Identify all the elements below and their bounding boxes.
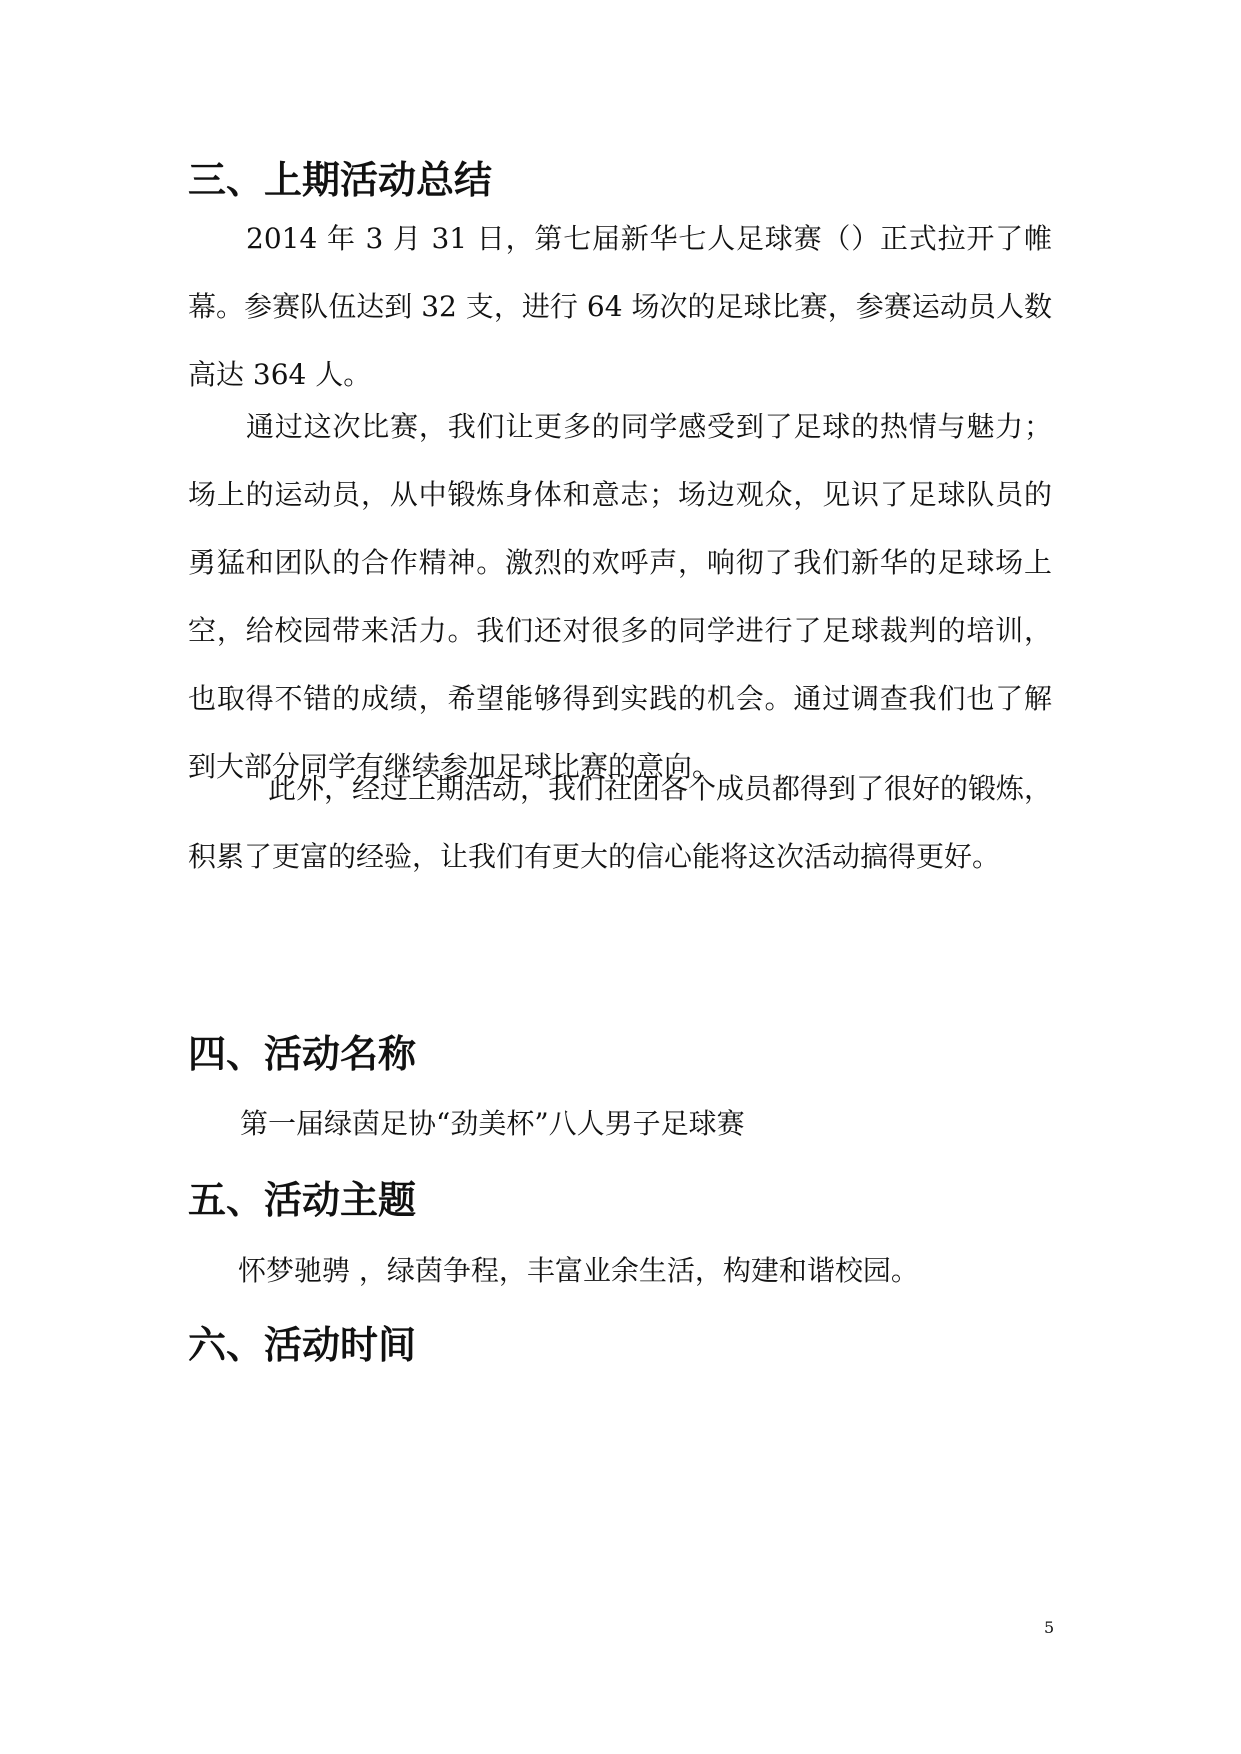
activity-theme-text: 怀梦驰骋 ，绿茵争程，丰富业余生活，构建和谐校园。 xyxy=(238,1254,919,1287)
summary-paragraph-2: 通过这次比赛，我们让更多的同学感受到了足球的热情与魅力；场上的运动员，从中锻炼身体和意志；场边观众，见识了足球队员的勇猛和团队的合作精神。激烈的欢呼声，响彻了我们新华的足球场上空，给校园带来活力。我们还对很多的同学进行了足球裁判的培训，也取得不错的成绩，希望能够得到实践的机会。通过调查我们也了解到大部分同学有继续参加足球比赛的意向。 xyxy=(188,410,1052,783)
section-heading-summary: 三、上期活动总结 xyxy=(188,158,493,202)
section-heading-activity-time: 六、活动时间 xyxy=(188,1323,417,1367)
summary-paragraph-1: 2014 年 3 月 31 日，第七届新华七人足球赛（）正式拉开了帷幕。参赛队伍达到 32 支，进行 64 场次的足球比赛，参赛运动员人数高达 364 人。 xyxy=(188,222,1052,391)
page-number: 5 xyxy=(1044,1618,1055,1637)
summary-paragraph-3: 此外，经过上期活动，我们社团各个成员都得到了很好的锻炼，积累了更富的经验，让我们有更大的信心能将这次活动搞得更好。 xyxy=(188,772,1053,873)
activity-name-text: 第一届绿茵足协“劲美杯”八人男子足球赛 xyxy=(240,1107,745,1140)
section-heading-activity-name: 四、活动名称 xyxy=(188,1032,417,1076)
section-heading-activity-theme: 五、活动主题 xyxy=(188,1178,417,1222)
